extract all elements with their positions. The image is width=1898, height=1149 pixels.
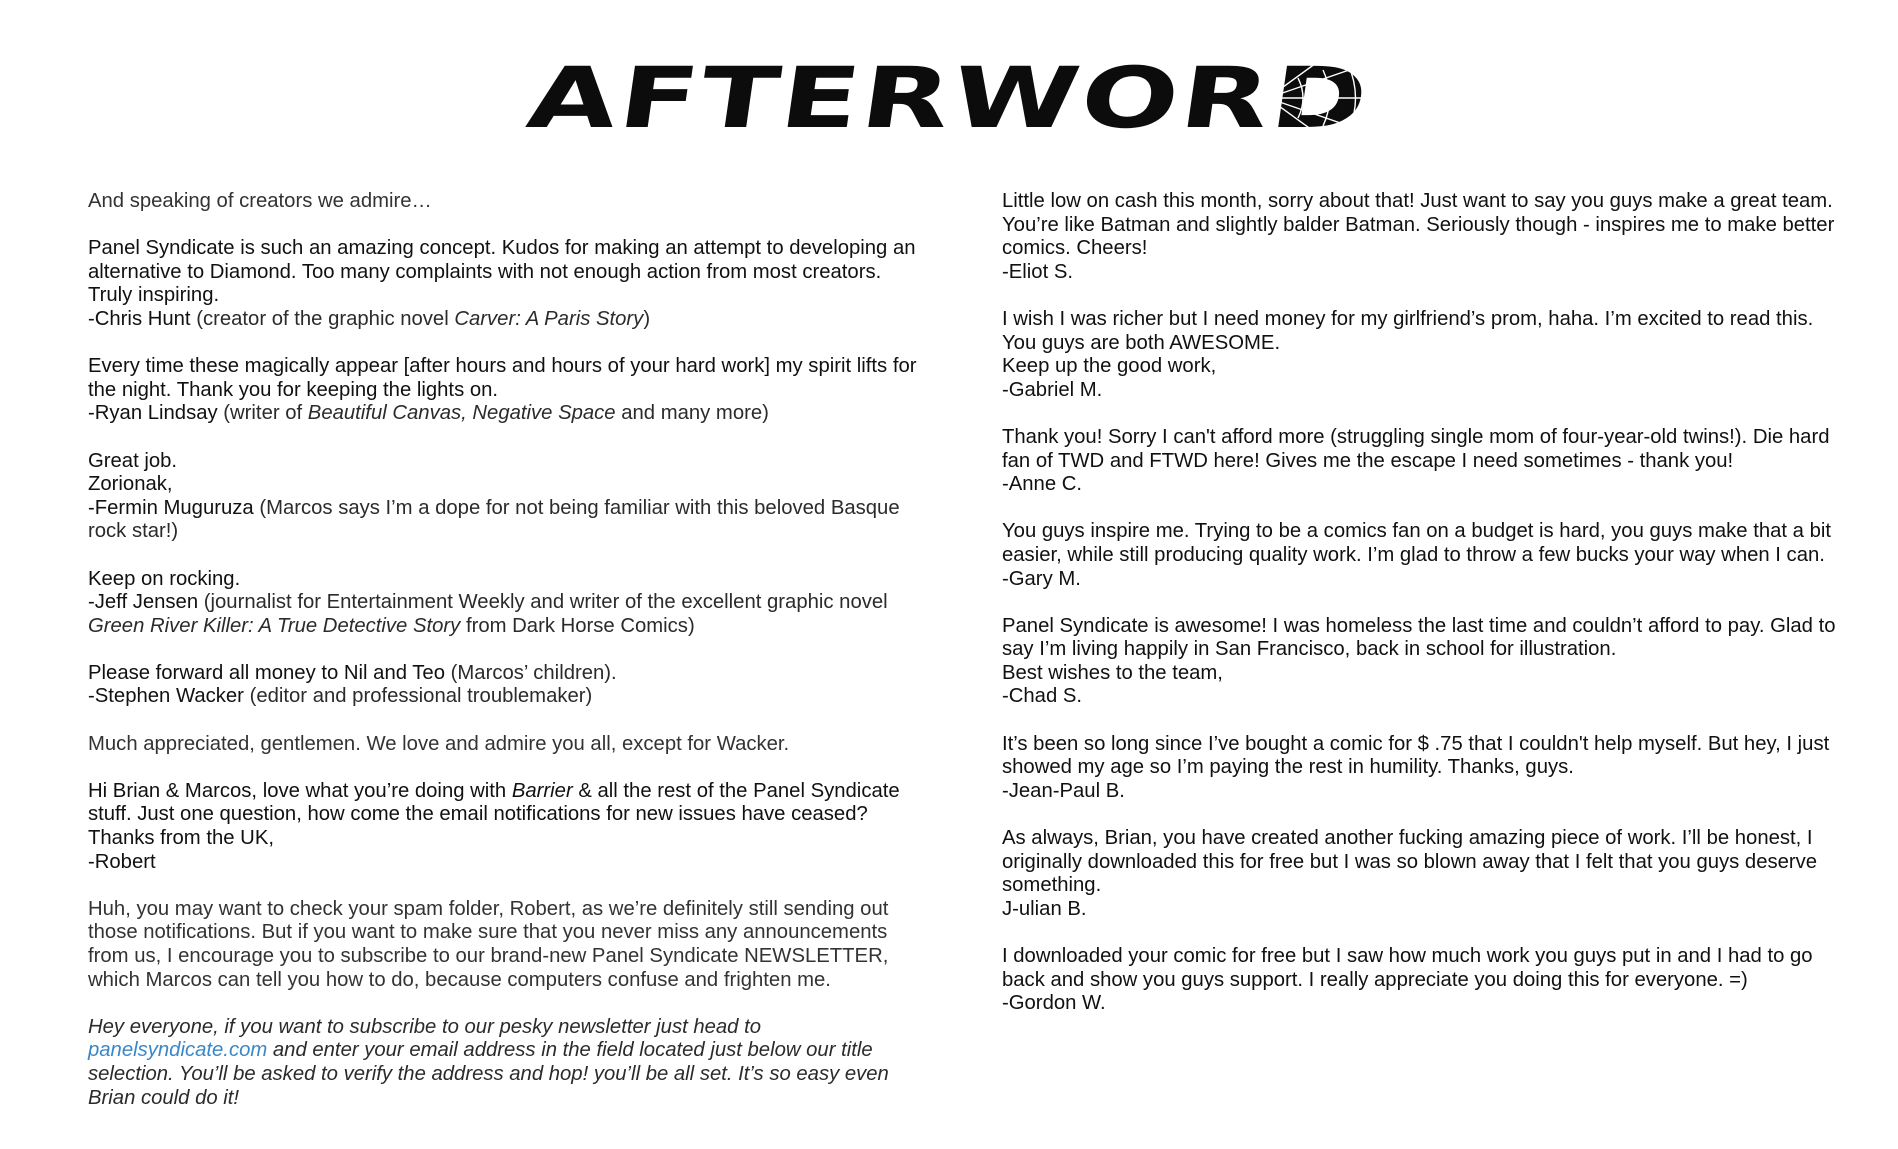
signature-note: (creator of the graphic novel bbox=[190, 307, 455, 330]
signature: -Fermin Muguruza bbox=[88, 496, 254, 519]
letter-chad bbox=[1002, 615, 1837, 709]
letter-gordon bbox=[1002, 945, 1837, 1016]
letter-body: I downloaded your comic for free but I saw how much work you guys put in and I had to go back and show you guys support. I really appreciate you doing this for everyone. =) bbox=[1002, 945, 1813, 991]
letter-body: Please forward all money to Nil and Teo bbox=[88, 661, 445, 684]
letter-line: Great job. bbox=[88, 449, 178, 472]
letter-body: Little low on cash this month, sorry about that! Just want to say you guys make a great team. You’re like Batman and slightly balder Batman. Seriously though - inspires me to make better comics. Cheers! bbox=[1002, 190, 1835, 260]
letter-body: Thank you! Sorry I can't afford more (struggling single mom of four-year-old twins!). Die hard fan of TWD and FTWD here! Gives me the escape I need sometimes - thank you! bbox=[1002, 425, 1830, 472]
signature: -Jean-Paul B. bbox=[1002, 779, 1125, 802]
page-title: AFTERWORD bbox=[521, 49, 1377, 147]
newsletter-text: and enter your email address in the field located just below our title selection. You’ll be asked to verify the address and hop! you’ll be all set. It’s so easy even Brian could do it! bbox=[88, 1039, 889, 1109]
signature: -Gabriel M. bbox=[1002, 378, 1103, 401]
signature: -Gary M. bbox=[1002, 567, 1081, 590]
signature-note: (Marcos says I’m a dope for not being familiar with this beloved Basque rock star!) bbox=[88, 496, 900, 543]
panelsyndicate-link[interactable]: panelsyndicate.com bbox=[88, 1039, 268, 1062]
reply-text: Huh, you may want to check your spam folder, Robert, as we’re definitely still sending out those notifications. But if you want to make sure that you never miss any announcements from us, I encourage you to subscribe to our brand-new Panel Syndicate NEWSLETTER, which Marcos can tell you how to do, because computers confuse and frighten me. bbox=[88, 897, 889, 991]
letter-body: Panel Syndicate is such an amazing concept. Kudos for making an attempt to developing an alternative to Diamond. Too many complaints with not enough action from most creators. Truly inspiring. bbox=[88, 237, 916, 307]
newsletter-note bbox=[88, 1016, 923, 1110]
book-title: Carver: A Paris Story bbox=[454, 307, 644, 330]
letter-body: You guys inspire me. Trying to be a comics fan on a budget is hard, you guys make that a bit easier, while still producing quality work. I’m glad to throw a few bucks your way when I can. bbox=[1002, 520, 1831, 566]
letter-chris-hunt bbox=[88, 237, 923, 331]
letter-body: Panel Syndicate is awesome! I was homeless the last time and couldn’t afford to pay. Glad to say I’m living happily in San Francisco, back in school for illustration. bbox=[1002, 614, 1836, 661]
letter-text: Hi Brian & Marcos, love what you’re doing with bbox=[88, 779, 512, 802]
letter-line: Best wishes to the team, bbox=[1002, 661, 1223, 684]
letter-body: I wish I was richer but I need money for my girlfriend’s prom, haha. I’m excited to read this. You guys are both AWESOME. bbox=[1002, 307, 1814, 354]
signature-note-end: from Dark Horse Comics) bbox=[460, 614, 695, 637]
letter-signature-line bbox=[88, 685, 923, 709]
signature-note-end: and many more) bbox=[615, 402, 769, 425]
signature: J-ulian B. bbox=[1002, 897, 1087, 920]
signature-note: (editor and professional troublemaker) bbox=[243, 685, 593, 708]
letter-robert bbox=[88, 780, 923, 874]
letter-eliot bbox=[1002, 190, 1837, 284]
letter-signature-line bbox=[88, 497, 923, 544]
signature: -Anne C. bbox=[1002, 473, 1083, 496]
signature: -Chad S. bbox=[1002, 685, 1083, 708]
letter-jeff-jensen bbox=[88, 568, 923, 639]
right-column bbox=[1002, 190, 1837, 1039]
signature: -Ryan Lindsay bbox=[88, 402, 218, 425]
book-title: Green River Killer: A True Detective Story bbox=[88, 614, 461, 637]
signature: -Chris Hunt bbox=[88, 307, 191, 330]
header bbox=[0, 49, 1898, 147]
letter-gabriel bbox=[1002, 308, 1837, 402]
signature-note: (journalist for Entertainment Weekly and writer of the excellent graphic novel bbox=[198, 591, 888, 614]
letter-gary bbox=[1002, 520, 1837, 591]
newsletter-text: Hey everyone, if you want to subscribe to our pesky newsletter just head to bbox=[88, 1015, 762, 1038]
letter-fermin-muguruza bbox=[88, 450, 923, 544]
letter-julian bbox=[1002, 827, 1837, 921]
letter-signature-line bbox=[88, 308, 923, 332]
intro-text: And speaking of creators we admire… bbox=[88, 190, 432, 212]
letter-text: & all the rest of the Panel Syndicate stuff. Just one question, how come the email notifications for new issues have ceased? bbox=[88, 779, 900, 826]
left-column bbox=[88, 190, 923, 1134]
letter-stephen-wacker bbox=[88, 662, 923, 709]
letter-anne bbox=[1002, 426, 1837, 497]
letter-body: Every time these magically appear [after hours and hours of your hard work] my spirit lifts for the night. Thank you for keeping the lights on. bbox=[88, 355, 917, 401]
letter-line: Keep on rocking. bbox=[88, 567, 241, 590]
signature: -Jeff Jensen bbox=[88, 591, 199, 614]
letter-body-note: (Marcos’ children). bbox=[445, 661, 617, 684]
letter-body: As always, Brian, you have created another fucking amazing piece of work. I’ll be honest, I originally downloaded this for free but I was so blown away that I felt that you guys deserve something. bbox=[1002, 827, 1818, 897]
signature: -Gordon W. bbox=[1002, 992, 1106, 1015]
book-title: Barrier bbox=[511, 779, 573, 802]
reply-text: Much appreciated, gentlemen. We love and admire you all, except for Wacker. bbox=[88, 732, 790, 755]
letter-line: Zorionak, bbox=[88, 473, 173, 496]
signature: -Eliot S. bbox=[1002, 260, 1074, 283]
spiderweb-icon bbox=[1228, 58, 1378, 138]
letter-line bbox=[88, 662, 923, 686]
letter-body: It’s been so long since I’ve bought a comic for $ .75 that I couldn't help myself. But hey, I just showed my age so I’m paying the rest in humility. Thanks, guys. bbox=[1002, 732, 1830, 779]
letter-signature-line bbox=[88, 591, 923, 638]
signature-note: (writer of bbox=[217, 402, 308, 425]
letter-line: Thanks from the UK, bbox=[88, 827, 274, 850]
letter-line: Keep up the good work, bbox=[1002, 355, 1217, 378]
signature: -Robert bbox=[88, 850, 156, 873]
book-title: Beautiful Canvas, Negative Space bbox=[307, 402, 616, 425]
letter-ryan-lindsay bbox=[88, 355, 923, 426]
letter-signature-line bbox=[88, 402, 923, 426]
signature-note-end: ) bbox=[643, 307, 651, 330]
letter-body bbox=[88, 780, 923, 827]
signature: -Stephen Wacker bbox=[88, 685, 244, 708]
title-block bbox=[521, 49, 1377, 147]
letter-jean-paul bbox=[1002, 733, 1837, 804]
